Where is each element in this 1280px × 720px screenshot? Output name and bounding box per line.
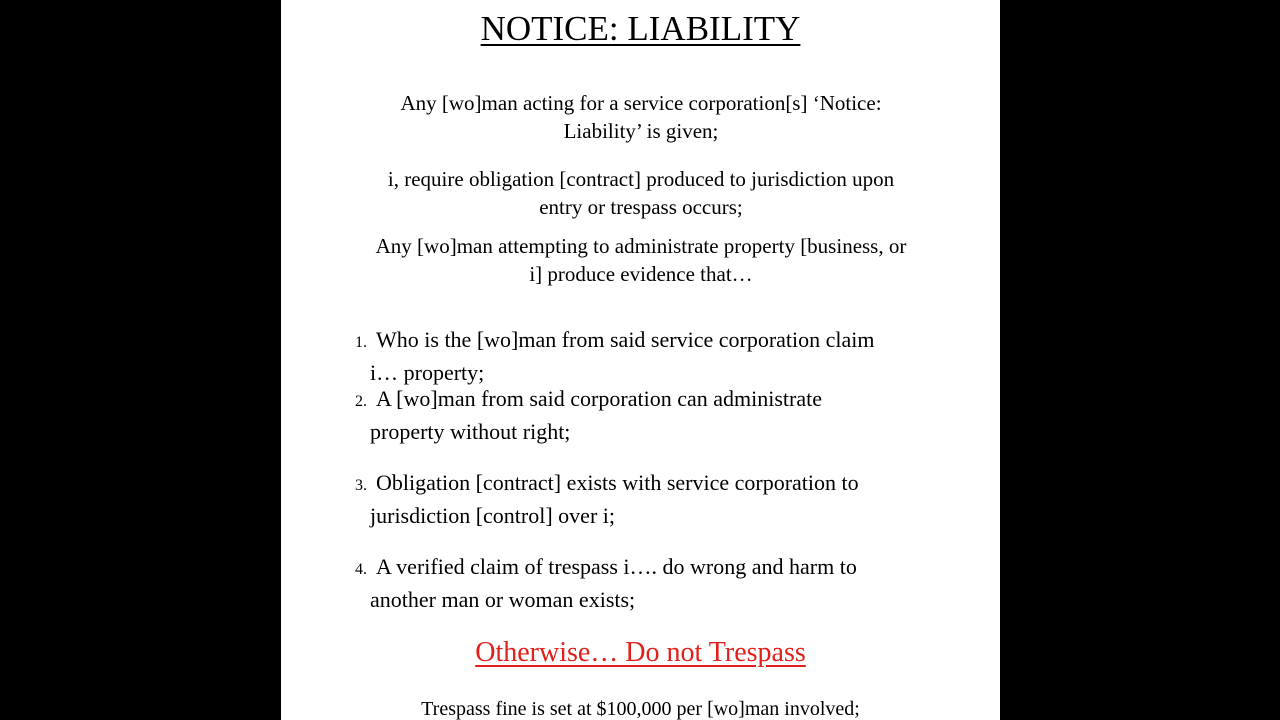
- paragraph-line: i, require obligation [contract] produced to jurisdiction upon: [387, 167, 895, 191]
- paragraph-produce-evidence: [341, 232, 941, 288]
- list-item-3: [355, 468, 955, 530]
- trespass-fine-text: Trespass fine is set at $100,000 per [wo]man involved;: [421, 698, 860, 720]
- list-item-number: 4.: [355, 561, 367, 578]
- document-page: [281, 0, 1000, 720]
- notice-title: NOTICE: LIABILITY: [480, 9, 801, 48]
- paragraph-line: entry or trespass occurs;: [539, 195, 743, 219]
- list-item-number: 1.: [355, 334, 367, 351]
- list-item-line: Who is the [wo]man from said service corporation claim: [376, 327, 875, 352]
- list-item-line: i… property;: [370, 359, 485, 385]
- list-item-line: A [wo]man from said corporation can administrate: [376, 386, 822, 411]
- list-item-number: 3.: [355, 477, 367, 494]
- list-item-number: 2.: [355, 393, 367, 410]
- paragraph-line: Liability’ is given;: [563, 119, 719, 143]
- paragraph-line: Any [wo]man acting for a service corporation[s] ‘Notice:: [400, 91, 882, 115]
- list-item-4: [355, 552, 955, 614]
- list-item-2: [355, 384, 955, 446]
- list-item-line: property without right;: [370, 418, 571, 444]
- list-item-line: another man or woman exists;: [370, 586, 636, 612]
- list-item-line: jurisdiction [control] over i;: [370, 502, 615, 528]
- paragraph-line: i] produce evidence that…: [529, 262, 753, 286]
- paragraph-notice-given: [341, 89, 941, 145]
- list-item-line: A verified claim of trespass i…. do wrong and harm to: [376, 554, 857, 579]
- do-not-trespass-warning: Otherwise… Do not Trespass: [475, 637, 806, 668]
- paragraph-line: Any [wo]man attempting to administrate property [business, or: [375, 234, 907, 258]
- list-item-line: Obligation [contract] exists with service corporation to: [376, 470, 859, 495]
- list-item-1: [355, 325, 955, 387]
- paragraph-require-obligation: [341, 165, 941, 221]
